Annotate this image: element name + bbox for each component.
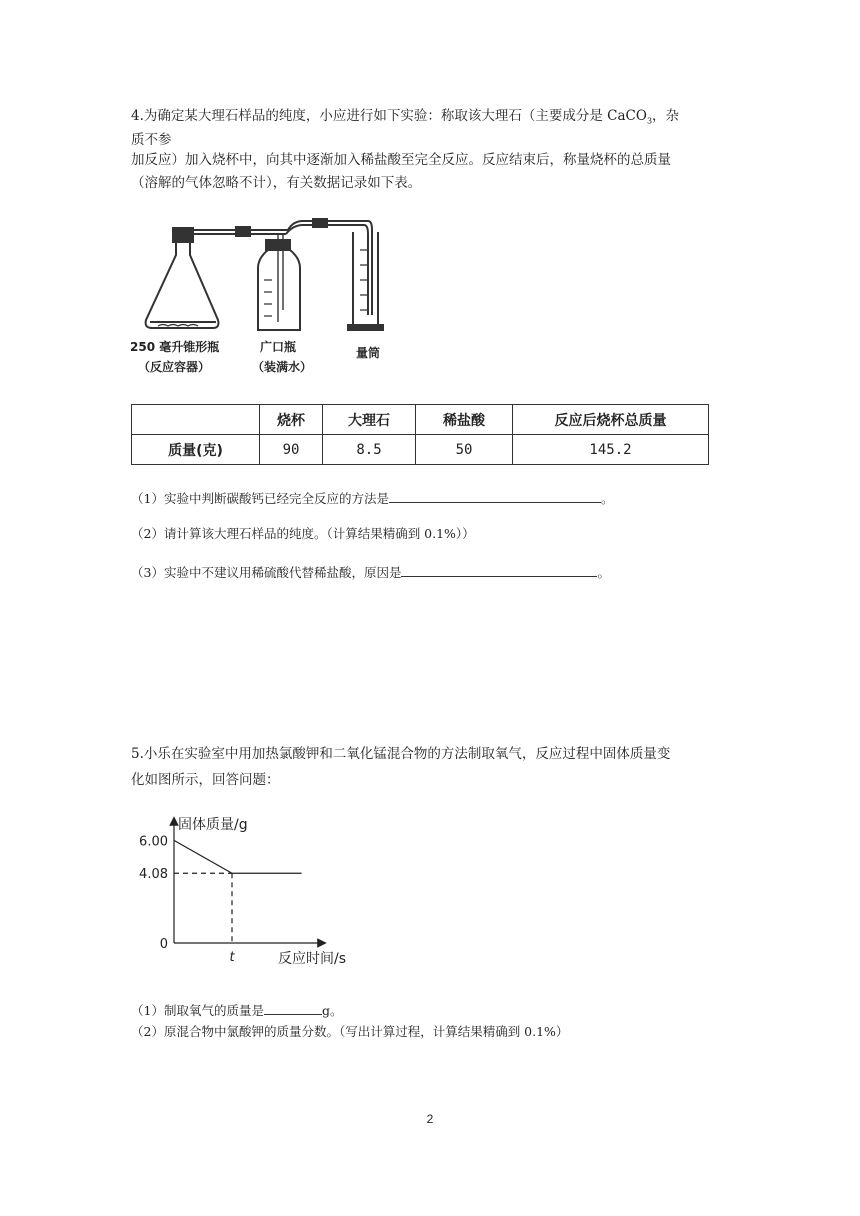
y-tick-label: 6.00 <box>139 834 168 850</box>
q5-line-2: 化如图所示，回答问题： <box>131 772 280 788</box>
table-cell: 质量(克) <box>132 435 260 465</box>
table-row <box>132 435 709 465</box>
table-header-cell: 反应后烧杯总质量 <box>513 405 709 435</box>
data-table <box>131 404 709 465</box>
mass-time-chart <box>120 815 380 975</box>
y-tick-label: 4.08 <box>139 867 168 883</box>
cylinder-label: 量筒 <box>356 346 381 360</box>
q4-line-1: 4.为确定某大理石样品的纯度，小应进行如下实验：称取该大理石（主要成分是 CaCO$_3$，杂 <box>131 108 680 126</box>
bottle-label-2: （装满水） <box>252 360 313 374</box>
table-header-row <box>132 405 709 435</box>
q5-sub-1: （1）制取氧气的质量是 g。 <box>131 1000 342 1021</box>
q5-line-1: 5.小乐在实验室中用加热氯酸钾和二氧化锰混合物的方法制取氧气，反应过程中固体质量变 <box>131 746 671 762</box>
q4-line-2: 质不参 <box>131 132 172 148</box>
bottle-label-1: 广口瓶 <box>260 340 297 354</box>
flask-label-1: 250 毫升锥形瓶 <box>130 340 220 354</box>
q4-line-3: 加反应）加入烧杯中，向其中逐渐加入稀盐酸至完全反应。反应结束后，称量烧杯的总质量 <box>131 152 671 168</box>
table-cell: 50 <box>416 435 513 465</box>
q4-line-4: （溶解的气体忽略不计），有关数据记录如下表。 <box>131 175 422 191</box>
flask-label-2: （反应容器） <box>138 360 211 374</box>
apparatus-diagram <box>128 210 398 385</box>
series-line <box>174 840 302 873</box>
table-header-cell <box>132 405 260 435</box>
x-axis-label: 反应时间/s <box>278 951 347 967</box>
page-number: 2 <box>426 1112 434 1126</box>
q4-sub-3: （3）实验中不建议用稀硫酸代替稀盐酸，原因是 。 <box>131 562 610 583</box>
q4-sub-2: （2）请计算该大理石样品的纯度。（计算结果精确到 0.1%）） <box>131 526 475 541</box>
x-tick-label: t <box>229 950 235 965</box>
q4-sub-1: （1）实验中判断碳酸钙已经完全反应的方法是 。 <box>131 488 613 509</box>
table-header-cell: 烧杯 <box>260 405 323 435</box>
table-cell: 145.2 <box>513 435 709 465</box>
table-header-cell: 大理石 <box>323 405 416 435</box>
y-tick-label: 0 <box>159 937 168 952</box>
table-header-cell: 稀盐酸 <box>416 405 513 435</box>
y-axis-label: 固体质量/g <box>178 817 248 833</box>
q5-sub-2: （2）原混合物中氯酸钾的质量分数。（写出计算过程，计算结果精确到 0.1%） <box>131 1024 569 1039</box>
table-cell: 90 <box>260 435 323 465</box>
table-cell: 8.5 <box>323 435 416 465</box>
